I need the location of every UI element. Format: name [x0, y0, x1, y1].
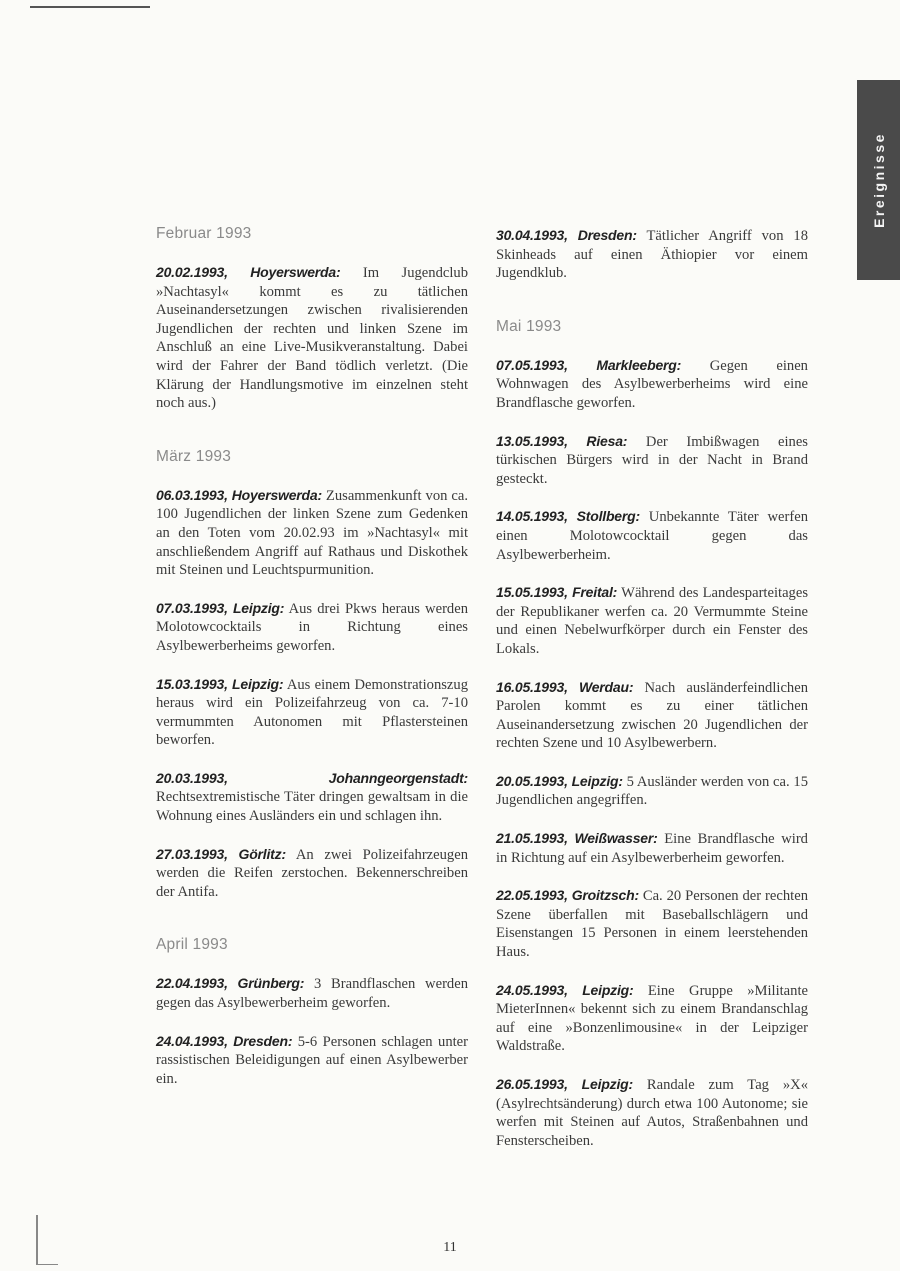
- left-column: [156, 225, 468, 1107]
- event-description: An zwei Polizeifahrzeugen werden die Reifen zerstochen. Bekennerschreiben der Antifa.: [156, 846, 469, 900]
- section-gap: [156, 432, 468, 448]
- event-date-place: 30.04.1993, Dresden:: [496, 227, 637, 243]
- event-date-place: 20.05.1993, Leipzig:: [496, 772, 623, 789]
- event-date-place: 20.03.1993, Johanngeorgenstadt:: [156, 769, 468, 786]
- event-entry: [496, 507, 808, 564]
- event-entry: [156, 769, 468, 826]
- right-column: [496, 226, 808, 1169]
- event-date-place: 07.03.1993, Leipzig:: [156, 599, 285, 616]
- event-entry: [496, 226, 808, 283]
- event-entry: [496, 981, 808, 1056]
- event-entry: [156, 263, 468, 413]
- event-entry: [156, 1032, 468, 1089]
- event-date-place: 13.05.1993, Riesa:: [496, 432, 628, 449]
- month-heading: Mai 1993: [496, 317, 562, 335]
- page-number: 11: [443, 1240, 457, 1255]
- event-date-place: 06.03.1993, Hoyerswerda:: [156, 486, 322, 503]
- event-description: Tätlicher Angriff von 18 Skinheads auf einen Äthiopier vor einem Jugendklub.: [496, 228, 809, 282]
- event-description: Der Imbißwagen eines türkischen Bürgers wird in der Nacht in Brand gesteckt.: [496, 433, 808, 487]
- section-tab-label: Ereignisse: [870, 132, 887, 228]
- event-date-place: 07.05.1993, Markleeberg:: [496, 356, 682, 373]
- event-date-place: 26.05.1993, Leipzig:: [496, 1076, 633, 1092]
- event-entry: [156, 845, 468, 902]
- section-gap: [156, 920, 468, 936]
- event-description: Eine Gruppe »Militante MieterInnen« bekennt sich zu einem Brandanschlag auf eine »Bonzenlimousine« in der Leipziger Waldstraße.: [496, 982, 808, 1055]
- scan-edge-top: [30, 6, 150, 8]
- event-date-place: 16.05.1993, Werdau:: [496, 678, 634, 695]
- event-date-place: 22.04.1993, Grünberg:: [156, 975, 305, 992]
- event-description: Im Jugendclub »Nachtasyl« kommt es zu tätlichen Auseinandersetzungen zwischen rivalisierenden Jugendlichen der rechten und linken Szene im Anschluß an eine Live-Musikveranstaltung. Dabei wird der Fahrer der Band tödlich verletzt. (Die Klärung der Handlungsmotive im einzelnen steht noch aus.): [156, 265, 468, 412]
- event-date-place: 27.03.1993, Görlitz:: [156, 845, 286, 862]
- event-date-place: 20.02.1993, Hoyerswerda:: [156, 264, 341, 280]
- month-heading: Februar 1993: [156, 225, 252, 242]
- event-entry: [496, 678, 808, 753]
- event-description: Rechtsextremistische Täter dringen gewaltsam in die Wohnung eines Ausländers ein und schlagen ihn.: [156, 789, 468, 825]
- event-entry: [156, 599, 468, 656]
- event-entry: [156, 486, 468, 580]
- section-tab: [857, 80, 900, 280]
- event-entry: [496, 829, 808, 867]
- event-description: Unbekannte Täter werfen einen Molotowcocktail gegen das Asylbewerberheim.: [496, 509, 808, 563]
- event-entry: [496, 356, 808, 413]
- scan-edge-left-foot: [36, 1264, 58, 1265]
- month-heading: April 1993: [156, 936, 228, 954]
- event-entry: [156, 974, 468, 1012]
- event-date-place: 14.05.1993, Stollberg:: [496, 508, 640, 525]
- event-description: 3 Brandflaschen werden gegen das Asylbewerberheim geworfen.: [156, 976, 468, 1012]
- event-description: Gegen einen Wohnwagen des Asylbewerberheims wird eine Brandflasche geworfen.: [496, 357, 808, 411]
- event-date-place: 15.05.1993, Freital:: [496, 584, 618, 601]
- event-date-place: 15.03.1993, Leipzig:: [156, 675, 284, 692]
- event-date-place: 24.04.1993, Dresden:: [156, 1032, 293, 1049]
- event-entry: [496, 1075, 808, 1150]
- event-entry: [156, 675, 468, 750]
- event-date-place: 22.05.1993, Groitzsch:: [496, 887, 639, 904]
- section-gap: [496, 302, 808, 318]
- event-description: Randale zum Tag »X« (Asylrechtsänderung) durch etwa 100 Autonome; sie werfen mit Steinen auf Autos, Straßenbahnen und Fensterscheiben.: [496, 1077, 808, 1149]
- month-heading: März 1993: [156, 447, 232, 465]
- event-description: Aus drei Pkws heraus werden Molotowcocktails in Richtung eines Asylbewerberheims geworfen.: [156, 600, 469, 654]
- event-description: Ca. 20 Personen der rechten Szene überfallen mit Baseballschlägern und Eisenstangen 15 Personen in einem leerstehenden Haus.: [496, 888, 808, 961]
- event-entry: [496, 886, 808, 961]
- event-description: 5 Ausländer werden von ca. 15 Jugendlichen angegriffen.: [496, 773, 808, 809]
- event-entry: [496, 772, 808, 810]
- event-description: Aus einem Demonstrationszug heraus wird ein Polizeifahrzeug von ca. 7-10 vermummten Autonomen mit Pflastersteinen beworfen.: [156, 676, 468, 749]
- event-entry: [496, 432, 808, 489]
- event-description: Während des Landesparteitages der Republikaner werfen ca. 20 Vermummte Steine und einen Nebelwurfkörper durch ein Fenster des Lokals.: [496, 585, 808, 657]
- event-date-place: 21.05.1993, Weißwasser:: [496, 830, 658, 847]
- event-entry: [496, 583, 808, 658]
- event-description: Nach ausländerfeindlichen Parolen kommt es zu einer tätlichen Auseinandersetzung zwischen 20 Jugendlichen der rechten Szene und 10 Asylbewerbern.: [496, 679, 808, 752]
- event-description: Zusammenkunft von ca. 100 Jugendlichen der linken Szene zum Gedenken an den Toten vom 20.02.93 im »Nachtasyl« mit anschließendem Angriff auf Rathaus und Diskothek mit Steinen und Leuchtspurmunition.: [156, 487, 469, 579]
- event-description: Eine Brandflasche wird in Richtung auf ein Asylbewerberheim geworfen.: [496, 831, 808, 866]
- event-date-place: 24.05.1993, Leipzig:: [496, 981, 634, 998]
- event-description: 5-6 Personen schlagen unter rassistischen Beleidigungen auf einen Asylbewerber ein.: [156, 1033, 469, 1087]
